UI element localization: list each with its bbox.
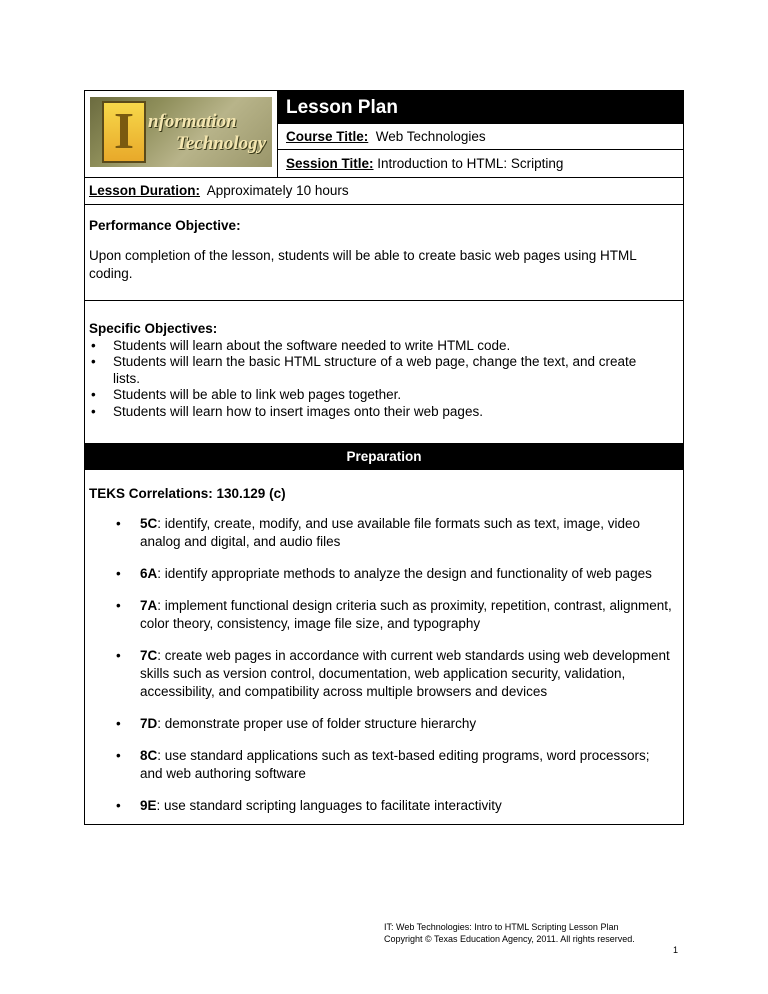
teks-text: : implement functional design criteria such as proximity, repetition, contrast, alignment, color theory, consistency, image file size, and typography: [140, 598, 672, 631]
course-title-value: Web Technologies: [375, 129, 486, 144]
teks-text: : demonstrate proper use of folder structure hierarchy: [157, 716, 477, 731]
list-item: • Students will learn about the software needed to write HTML code.: [89, 338, 679, 355]
specific-objectives-list: [89, 338, 679, 421]
list-item: [89, 747, 679, 783]
teks-text: : identify, create, modify, and use available file formats such as text, image, video analog and digital, and audio files: [140, 516, 641, 549]
course-title-row: [278, 124, 683, 150]
performance-objective-section: [85, 205, 683, 301]
teks-correlations-section: [85, 470, 683, 824]
page-footer: [384, 922, 672, 945]
lesson-duration-row: [85, 177, 683, 205]
performance-objective-heading: Performance Objective:: [89, 218, 241, 233]
teks-code: 7D: [140, 716, 158, 731]
session-title-label: Session Title:: [286, 156, 374, 171]
teks-text: : use standard scripting languages to facilitate interactivity: [156, 798, 502, 813]
teks-text: : create web pages in accordance with current web standards using web development skills such as version control, documentation, web application security, validation, accessibility, and compatibility across multiple browsers and devices: [140, 648, 670, 699]
logo-text-line1: nformation: [148, 111, 237, 132]
performance-objective-text: Upon completion of the lesson, students will be able to create basic web pages using HTML coding.: [89, 248, 637, 281]
information-technology-logo: [90, 97, 272, 167]
teks-code: 5C: [140, 516, 158, 531]
list-item: [89, 647, 679, 701]
session-title-row: [278, 151, 683, 177]
footer-line1: IT: Web Technologies: Intro to HTML Scripting Lesson Plan: [384, 922, 619, 932]
teks-text: : use standard applications such as text-based editing programs, word processors; and web authoring software: [140, 748, 650, 781]
session-title-value: Introduction to HTML: Scripting: [377, 156, 564, 171]
list-item: [89, 797, 679, 815]
teks-code: 6A: [140, 566, 158, 581]
list-item: • Students will learn the basic HTML structure of a web page, change the text, and create lists.: [89, 354, 679, 387]
footer-copyright: Copyright © Texas Education Agency, 2011. All rights reserved.: [384, 933, 635, 944]
specific-objectives-section: [85, 301, 683, 443]
list-item: [89, 715, 679, 733]
logo-cell: [85, 91, 278, 177]
lesson-duration-label: Lesson Duration:: [89, 183, 201, 198]
course-title-label: Course Title:: [286, 129, 369, 144]
teks-text: : identify appropriate methods to analyze the design and functionality of web pages: [157, 566, 652, 581]
list-item: [89, 597, 679, 633]
list-item: • Students will be able to link web pages together.: [89, 387, 679, 404]
teks-heading: TEKS Correlations: 130.129 (c): [89, 486, 286, 501]
teks-code: 7A: [140, 598, 158, 613]
page-title: Lesson Plan: [278, 91, 683, 124]
teks-code: 9E: [140, 798, 157, 813]
page-number: 1: [672, 945, 678, 955]
lesson-header: [85, 91, 683, 178]
teks-list: [89, 515, 679, 815]
logo-text-line2: Technology: [176, 133, 267, 154]
list-item: [89, 515, 679, 551]
preparation-header: Preparation: [85, 443, 683, 470]
teks-code: 8C: [140, 748, 158, 763]
lesson-duration-value: Approximately 10 hours: [206, 183, 349, 198]
list-item: • Students will learn how to insert images onto their web pages.: [89, 404, 679, 421]
specific-objectives-heading: Specific Objectives:: [89, 321, 218, 336]
teks-code: 7C: [140, 648, 158, 663]
lesson-plan-table: [84, 90, 684, 825]
logo-letter: I: [102, 101, 146, 163]
list-item: [89, 565, 679, 583]
